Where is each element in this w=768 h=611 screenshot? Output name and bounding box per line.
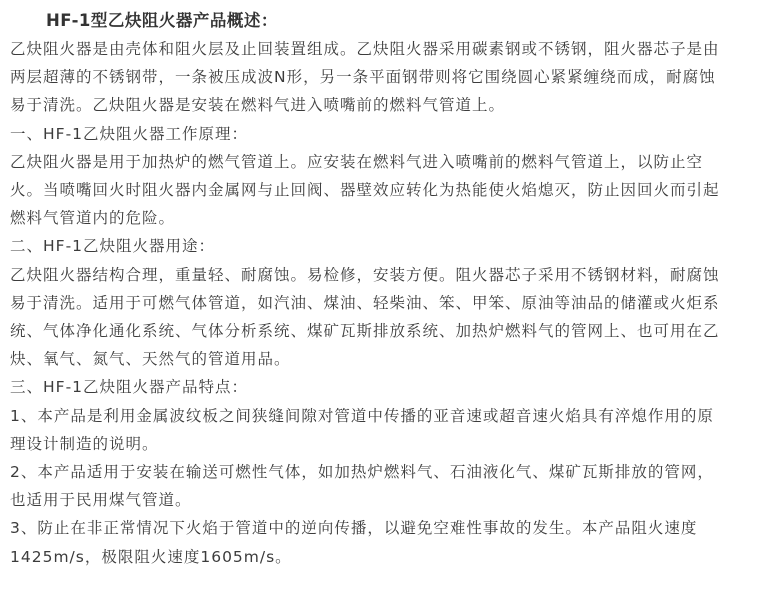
text-line: 也适用于民用煤气管道。 xyxy=(10,491,192,510)
text-line: 2、本产品适用于安装在输送可燃性气体，如加热炉燃料气、石油液化气、煤矿瓦斯排放的管网， xyxy=(10,463,714,482)
text-line: 乙炔阻火器是用于加热炉的燃气管道上。应安装在燃料气进入喷嘴前的燃料气管道上，以防止空 xyxy=(10,152,704,171)
text-line: 3、防止在非正常情况下火焰于管道中的逆向传播，以避免空难性事故的发生。本产品阻火速度 xyxy=(10,519,698,538)
section-heading: 三、HF-1乙炔阻火器产品特点： xyxy=(10,378,249,397)
text-line: 乙炔阻火器是由壳体和阻火层及止回装置组成。乙炔阻火器采用碳素钢或不锈钢，阻火器芯子是由 xyxy=(10,40,720,58)
text-line: 炔、氧气、氮气、天然气的管道用品。 xyxy=(10,350,291,369)
text-line: 1、本产品是利用金属波纹板之间狭缝间隙对管道中传播的亚音速或超音速火焰具有淬熄作用的原 xyxy=(10,406,714,425)
section-heading: 一、HF-1乙炔阻火器工作原理： xyxy=(10,124,249,143)
text-line: 统、气体净化通化系统、气体分析系统、煤矿瓦斯排放系统、加热炉燃料气的管网上、也可用在乙 xyxy=(10,322,720,341)
document-title: HF-1型乙炔阻火器产品概述： xyxy=(46,11,278,30)
text-line: 两层超薄的不锈钢带，一条被压成波N形，另一条平面钢带则将它围绕圆心紧紧缠绕而成，耐腐蚀 xyxy=(10,68,716,87)
text-line: 1425m/s，极限阻火速度1605m/s。 xyxy=(10,547,292,566)
text-line: 易于清洗。适用于可燃气体管道，如汽油、煤油、轻柴油、笨、甲笨、原油等油品的储灌或火炬系 xyxy=(10,293,720,312)
section-heading: 二、HF-1乙炔阻火器用途： xyxy=(10,237,216,256)
text-line: 乙炔阻火器结构合理，重量轻、耐腐蚀。易检修，安装方便。阻火器芯子采用不锈钢材料，耐腐蚀 xyxy=(10,265,720,284)
text-line: 火。当喷嘴回火时阻火器内金属网与止回阀、器壁效应转化为热能使火焰熄灭，防止因回火而引起 xyxy=(10,181,720,200)
text-line: 理设计制造的说明。 xyxy=(10,434,159,453)
text-line: 燃料气管道内的危险。 xyxy=(10,209,176,228)
text-line: 易于清洗。乙炔阻火器是安装在燃料气进入喷嘴前的燃料气管道上。 xyxy=(10,96,506,115)
